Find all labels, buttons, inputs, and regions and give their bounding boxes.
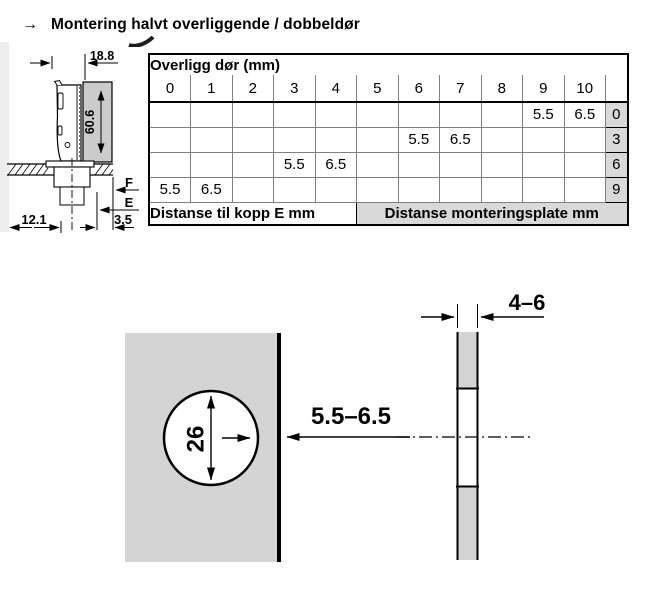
- hinge-slot: [58, 93, 63, 109]
- column-header-cell: 1: [191, 75, 233, 102]
- value-cell: [149, 102, 191, 127]
- table-title-row: [149, 54, 628, 75]
- table-row: [149, 102, 628, 127]
- value-cell: [398, 102, 440, 127]
- footer-label-plate-distance: Distanse monteringsplate mm: [357, 202, 628, 225]
- column-header-spacer: [606, 75, 628, 102]
- mounting-diagram: [0, 280, 663, 580]
- overlay-table: [148, 53, 629, 226]
- column-header-cell: 4: [315, 75, 357, 102]
- row-label-cell: 9: [606, 177, 628, 202]
- dim-f-label: F: [125, 175, 133, 190]
- dim-18-8-label: 18.8: [89, 49, 115, 63]
- value-cell: [191, 102, 233, 127]
- dim-60-6-label: 60.6: [83, 109, 97, 135]
- value-cell: [440, 102, 482, 127]
- page-title-text: Montering halvt overliggende / dobbeldør: [51, 16, 360, 33]
- hinge-slot-small: [58, 126, 62, 135]
- value-cell: [315, 127, 357, 152]
- value-cell: [232, 152, 274, 177]
- arrow-icon: →: [22, 16, 38, 33]
- value-cell: [440, 152, 482, 177]
- table-row: [149, 177, 628, 202]
- value-cell: [274, 102, 316, 127]
- value-cell: [357, 127, 399, 152]
- column-header-row: [149, 75, 628, 102]
- plate-section-top: [458, 332, 477, 388]
- scan-margin-strip: [0, 42, 9, 232]
- value-cell: [481, 152, 523, 177]
- dim-3-5-label: 3.5: [113, 212, 133, 227]
- row-label-cell: 3: [606, 127, 628, 152]
- value-cell: [149, 127, 191, 152]
- column-header-cell: 0: [149, 75, 191, 102]
- hinge-arm-hook: [55, 81, 63, 86]
- value-cell: [564, 127, 606, 152]
- value-cell: [481, 102, 523, 127]
- table-row: [149, 152, 628, 177]
- value-cell: [232, 127, 274, 152]
- value-cell: [274, 177, 316, 202]
- plate-distance-label: 4–6: [508, 290, 546, 315]
- page-title: [22, 16, 360, 34]
- column-header-cell: 2: [232, 75, 274, 102]
- value-cell: 6.5: [315, 152, 357, 177]
- value-cell: 5.5: [523, 102, 565, 127]
- dim-12-1-label: 12.1: [21, 212, 47, 227]
- column-header-cell: 10: [564, 75, 606, 102]
- column-header-cell: 6: [398, 75, 440, 102]
- cup-diameter-label: 26: [182, 425, 210, 453]
- row-label-cell: 6: [606, 152, 628, 177]
- value-cell: 5.5: [274, 152, 316, 177]
- value-cell: [564, 152, 606, 177]
- value-cell: [564, 177, 606, 202]
- value-cell: [440, 177, 482, 202]
- value-cell: [274, 127, 316, 152]
- value-cell: [481, 177, 523, 202]
- row-label-cell: 0: [606, 102, 628, 127]
- value-cell: 5.5: [398, 127, 440, 152]
- value-cell: [481, 127, 523, 152]
- column-header-cell: 3: [274, 75, 316, 102]
- value-cell: [398, 152, 440, 177]
- cup-distance-label: 5.5–6.5: [310, 403, 392, 430]
- value-cell: [357, 177, 399, 202]
- value-cell: 5.5: [149, 177, 191, 202]
- dim-e-label: E: [124, 195, 134, 210]
- table-body: [149, 102, 628, 202]
- table-title: Overligg dør (mm): [150, 56, 281, 74]
- footer-label-cup-distance: Distanse til kopp E mm: [149, 202, 357, 225]
- table-row: [149, 127, 628, 152]
- value-cell: [149, 152, 191, 177]
- value-cell: 6.5: [440, 127, 482, 152]
- value-cell: 6.5: [564, 102, 606, 127]
- value-cell: [357, 152, 399, 177]
- column-header-cell: 8: [481, 75, 523, 102]
- column-header-cell: 7: [440, 75, 482, 102]
- door-edge-line: [277, 333, 281, 562]
- value-cell: [357, 102, 399, 127]
- table-footer-row: [149, 202, 628, 225]
- value-cell: [191, 152, 233, 177]
- column-header-cell: 9: [523, 75, 565, 102]
- value-cell: [191, 127, 233, 152]
- value-cell: 6.5: [191, 177, 233, 202]
- column-header-cell: 5: [357, 75, 399, 102]
- value-cell: [232, 177, 274, 202]
- value-cell: [232, 102, 274, 127]
- plate-section-bottom: [458, 487, 477, 560]
- value-cell: [315, 177, 357, 202]
- value-cell: [398, 177, 440, 202]
- value-cell: [523, 127, 565, 152]
- value-cell: [315, 102, 357, 127]
- cup-flange: [46, 161, 94, 167]
- value-cell: [523, 152, 565, 177]
- hinge-screw-hole: [65, 143, 70, 148]
- hinge-diagram: [0, 40, 150, 235]
- value-cell: [523, 177, 565, 202]
